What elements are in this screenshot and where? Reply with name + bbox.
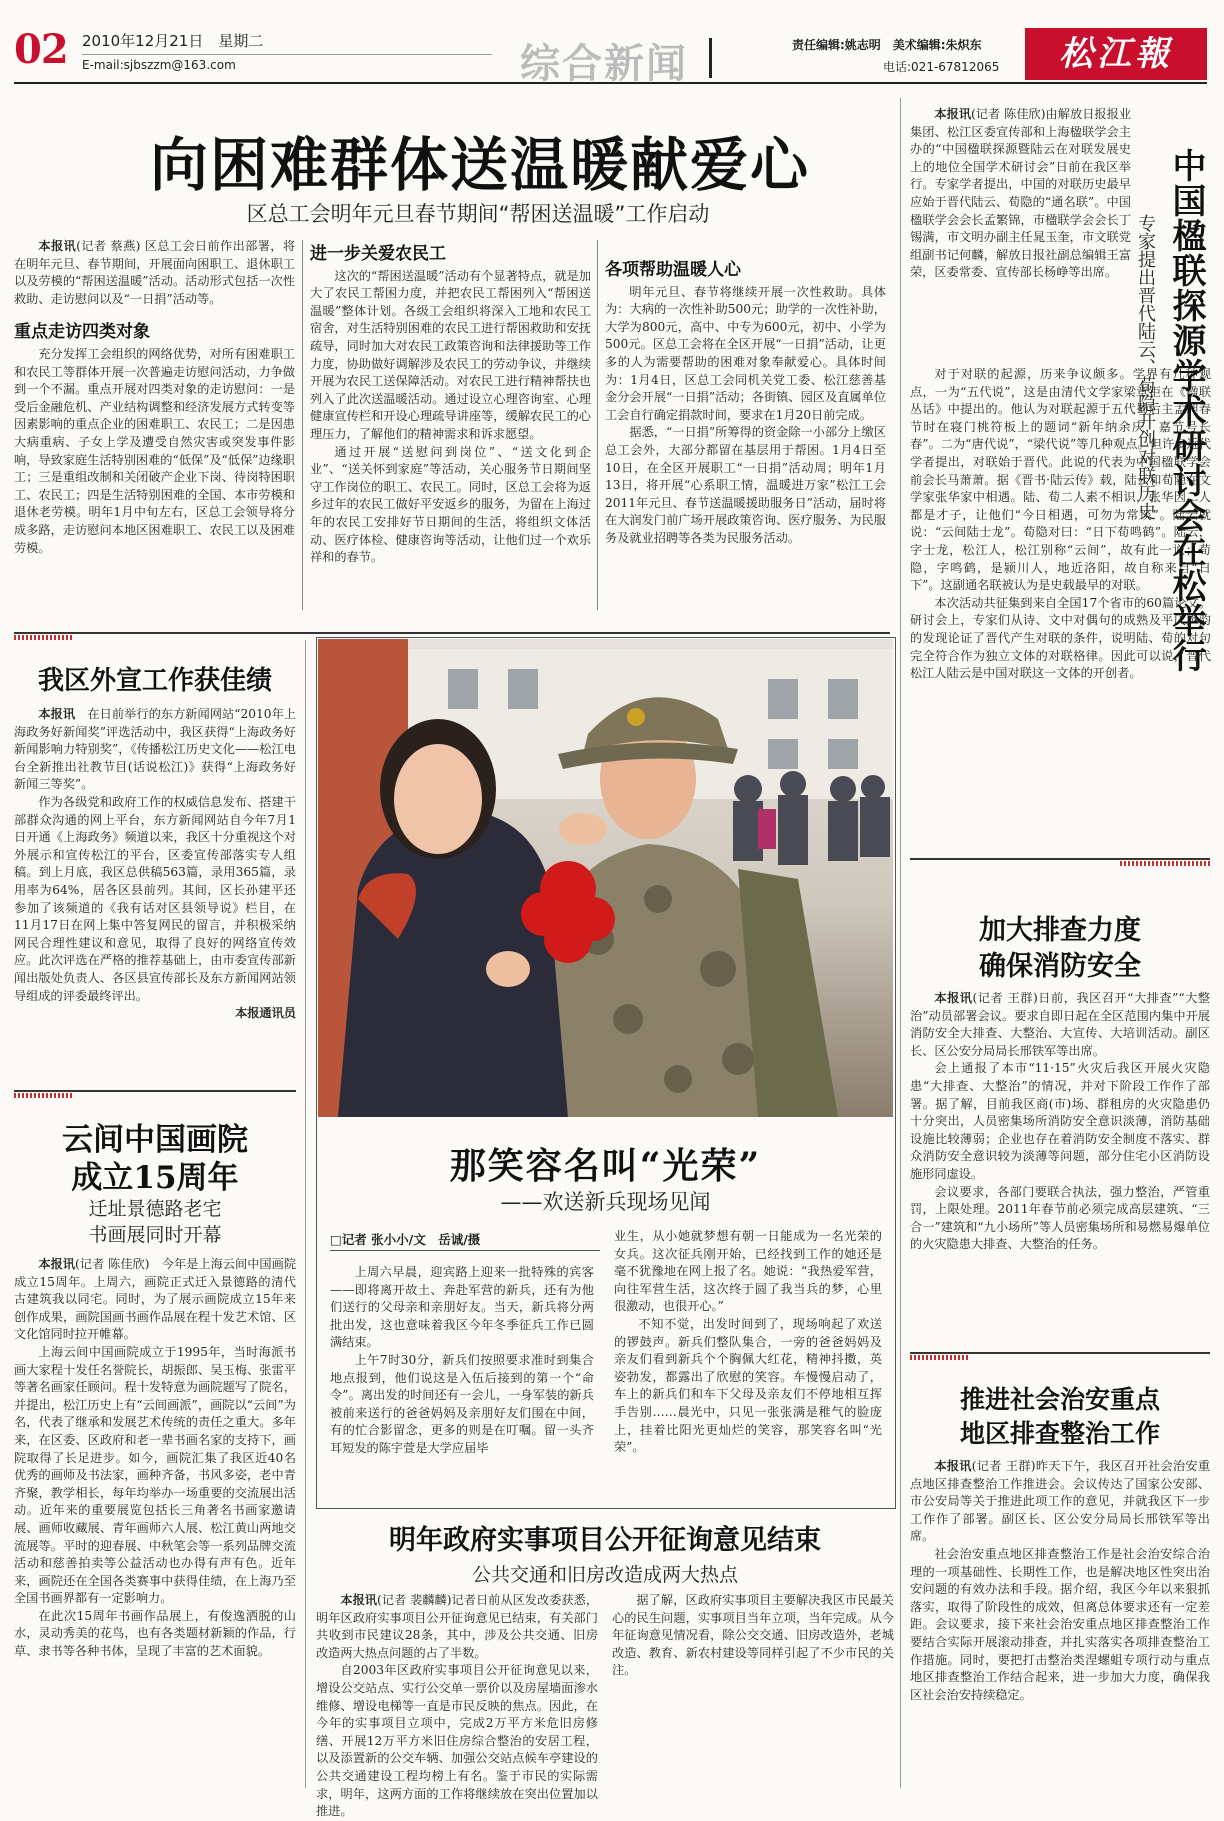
right-top-subtitle: 专家提出晋代陆云、荀隐开创对联历史 <box>1135 214 1156 520</box>
paragraph: 社会治安重点地区排查整治工作是社会治安综合治理的一项基础性、长期性工作，也是解决地区性突出治安问题的有效办法和手段。据介绍，我区今年以来狠抓落实，取得了阶段性的成效，但离总体要求还有一定差距。会议要求，接下来社会治安重点地区排查整治工作要结合实际开展滚动排查，并扎实落实各项排查整治工作措施。同时，要把打击整治类涅螺蛆专项行动与重点地区排查整治工作结合起来，进一步加大力度，确保我区社会治安持续稳定。 <box>910 1546 1210 1702</box>
left-bottom-story <box>14 1256 296 1661</box>
paragraph: 对于对联的起源，历来争议颇多。学界有几种观点，一为“五代说”，这是由清代文学家梁章钜在《楹联丛话》中提出的。他认为对联起源于五代蜀后主孟昶春节时在寝门桃符板上的题词“新年纳余庆，嘉节号长春”。二为“唐代说”，“梁代说”等几种观点。但许多近代学者提出，对联始于晋代。此说的代表为中国楹联学会前会长马萧萧。据《晋书·陆云传》载，陆云和荀隐在文学家张华家中相遇。陆、荀二人素不相识，张华因二人都是才子，让他们“今日相遇，可勿为常谈”。陆云就说：“云间陆士龙”。荀隐对曰：“日下荀鸣鹤”。陆云，字士龙，松江人，松江别称“云间”，故有此一说；荀隐，字鸣鹤，是颍川人，地近洛阳，故自称来自“日下”。这副通名联被认为是史载最早的对联。 <box>910 367 1211 593</box>
left-mid-story <box>14 706 296 1023</box>
dateline: 本报讯 <box>340 1593 378 1607</box>
decor-stripe <box>1120 861 1210 866</box>
masthead-rule-bottom <box>14 82 1207 84</box>
bottom-center-subtitle: 公共交通和旧房改造成两大热点 <box>471 1564 738 1586</box>
editors: 责任编辑:姚志明 美术编辑:朱炽东 <box>792 38 982 52</box>
masthead-rule-left <box>82 54 492 55</box>
reporter: (记者 陈佳欣) <box>971 107 1046 121</box>
section-rule <box>14 1090 296 1092</box>
masthead <box>0 0 1224 92</box>
paragraph: 会议要求，各部门要联合执法，强力整治，严管重罚，上限处理。2011年春节前必须完成高层建筑、“三合一”建筑和“九小场所”等人员密集场所和易燃易爆单位的火灾隐患大排查、大整治的任务。 <box>910 1184 1210 1252</box>
section-rule <box>910 1352 1210 1354</box>
issue-date: 2010年12月21日 星期二 <box>82 32 264 50</box>
masthead-divider <box>709 38 712 78</box>
right-bottom-headline-1: 推进社会治安重点 <box>959 1385 1160 1414</box>
subheading: 重点走访四类对象 <box>14 322 150 343</box>
section-rule <box>14 632 890 634</box>
decor-stripe <box>14 1093 74 1098</box>
paragraph: 据了解，区政府实事项目主要解决我区市民最关心的民生问题，实事项目当年立项，当年完成。从今年征询意见情况看，除公交交通、旧房改造外，老城改造、教育、新农村建设等同样引起了不少市民的关注。 <box>612 1593 894 1678</box>
paragraph: 日前，我区召开“大排查”“大整治”动员部署会议。要求自即日起在全区范围内集中开展消防安全大排查、大整治、大宣传、大培训活动。副区长、区公安分局局长邢铁军等出席。 <box>910 991 1210 1058</box>
dateline: 本报讯 <box>38 1257 76 1271</box>
email: E-mail:sjbszzm@163.com <box>82 58 236 72</box>
main-headline: 向困难群体送温暖献爱心 <box>149 131 810 199</box>
section-title: 综合新闻 <box>520 41 688 87</box>
right-mid-headline-2: 确保消防安全 <box>979 951 1141 982</box>
dateline: 本报讯 <box>38 707 76 721</box>
left-mid-headline: 我区外宣工作获佳绩 <box>37 666 272 696</box>
dateline: 本报讯 <box>934 107 972 121</box>
paragraph: 昨天下午，我区召开社会治安重点地区排查整治工作推进会。会议传达了国家公安部、市公安局等关于推进此项工作的意见，并就我区下一步工作作了部署。副区长、区公安分局局长邢铁军等出席。 <box>910 1459 1211 1544</box>
main-col1 <box>14 238 295 557</box>
right-bottom-headline-2: 地区排查整治工作 <box>959 1419 1160 1448</box>
paragraph: 记者日前从区发改委获悉，明年区政府实事项目公开征询意见已结束，有关部门共收到市民建议28条，其中，涉及公共交通、旧房改造两大热点问题的占了半数。 <box>316 1593 599 1660</box>
phone: 电话:021-67812065 <box>883 60 1000 74</box>
dateline: 本报讯 <box>934 1459 972 1473</box>
right-top-headline: 中国楹联探源学术研讨会在松举行 <box>1166 148 1206 673</box>
dateline: 本报讯 <box>934 991 973 1005</box>
decor-stripe <box>910 1355 970 1360</box>
photo-story-col1 <box>330 1264 594 1458</box>
col-divider <box>302 240 303 610</box>
section-rule <box>910 858 1210 860</box>
left-bottom-headline-1: 云间中国画院 <box>62 1122 248 1158</box>
paragraph: 今年是上海云间中国画院成立15周年。上周六，画院正式迁入景德路的清代古建筑我以同宅。同时，为了展示画院成立15年来创作成果，画院国画书画作品展在程十发艺术馆、区文化馆同时拉开帷幕。 <box>14 1257 297 1342</box>
photo-story-col2 <box>614 1228 882 1457</box>
paragraph: 在日前举行的东方新闻网站“2010年上海政务好新闻奖”评选活动中，我区获得“上海政务好新闻影响力特别奖”，《传播松江历史文化——松江电台全新推出社教节目(话说松江)》获得“上海政务好新闻三等奖”。 <box>14 707 297 792</box>
paragraph: 本次活动共征集到来自全国17个省市的60篇论文。研讨会上，专家们从诗、文中对偶句的成熟及平仄声韵的发现论证了晋代产生对联的条件，说明陆、荀的对句完全符合作为独立文体的对联格律。因此可以说，晋代松江人陆云是中国对联这一文体的开创者。 <box>910 595 1211 681</box>
main-col2 <box>310 246 591 567</box>
paragraph: 在此次15周年书画作品展上，有俊逸洒脱的山水，灵动秀美的花鸟，也有各类题材新颖的作品，行草、隶书等各种书体，呈现了丰富的艺术面貌。 <box>14 1608 296 1659</box>
paragraph: 明年元旦、春节将继续开展一次性救助。具体为：大病的一次性补助500元；助学的一次性补助，大学为800元，高中、中专为600元，初中、小学为500元。区总工会将在全区开展“一日捐”活动，让更多的人为需要帮助的困难对象奉献爱心。具体时间为：1月4日，区总工会同机关党工委、松江慈善基金分会开展“一日捐”活动；各街镇、园区及直属单位工会自行确定捐款时间，要求在1月20日前完成。 <box>605 284 886 422</box>
photo-story-byline: □记者 张小小/文 岳诚/摄 <box>330 1232 481 1247</box>
photo-story-headline: 那笑容名叫“光荣” <box>449 1145 762 1187</box>
paragraph: 业生，从小她就梦想有朝一日能成为一名光荣的女兵。这次征兵刚开始，已经找到工作的她还是毫不犹豫地在网上报了名。她说：“我热爱军营，向往军营生活，这次终于圆了我当兵的梦，心里很激动，也很开心。” <box>614 1229 882 1314</box>
paragraph: 这次的“帮困送温暖”活动有个显著特点，就是加大了农民工帮困力度，并把农民工帮困列入“帮困送温暖”整体计划。各级工会组织将深入工地和农民工宿舍，对生活特别困难的农民工进行帮困救助和安抚疏导，同时加大对农民工政策咨询和法律援助等工作力度，协助做好调解涉及农民工的劳动争议，并继续开展为农民工送保障活动。对农民工进行精神帮扶也列入了此次送温暖活动。通过设立心理咨询室、心理健康宣传栏和开设心理疏导讲座等，缓解农民工的心理压力，了解他们的精神需求和诉求愿望。 <box>310 268 591 441</box>
reporter: (记者 陈佳欣) <box>75 1257 150 1271</box>
paragraph: 上海云间中国画院成立于1995年，当时海派书画大家程十发任名誉院长，胡振郎、吴玉梅、张雷平等著名画家任顾问。程十发特意为画院题写了院名，并提出，松江历史上有“云间画派”，画院以“云间”为名，代表了继承和发展艺术传统的责任之重大。多年来，在区委、区政府和老一辈书画名家的支持下，画院取得了长足进步。如今，画院汇集了我区近40名优秀的画师及书法家，画种齐备，书风多姿，老中青齐聚，教学相长，每年均举办一场重要的交流展出活动。近年来的重要展览包括长三角著名书画家邀请展、画师收藏展、青年画师六人展、松江黄山两地交流展等。平时的迎春展、中秋笔会等一系列品牌交流活动和慈善拍卖等公益活动也办得有声有色。近年来，画院还在全国各类赛事中获得佳绩，在上海乃至全国书画界都有一定影响力。 <box>14 1344 296 1606</box>
byline-rule <box>330 1250 600 1251</box>
col-divider <box>597 240 598 610</box>
right-bottom-story <box>910 1458 1210 1704</box>
subheading: 进一步关爱农民工 <box>310 244 446 264</box>
decor-stripe <box>14 635 74 640</box>
right-mid-headline-1: 加大排查力度 <box>979 915 1141 946</box>
bottom-center-col2 <box>612 1592 894 1680</box>
photo-illustration <box>318 639 893 1117</box>
paragraph: 通过开展“送慰问到岗位”、“送文化到企业”、“送关怀到家庭”等活动，关心服务节日期间坚守工作岗位的职工、农民工。同时，区总工会将为返乡过年的农民工做好平安返乡的服务，为留在上海过年的农民工安排好节日期间的生活，将组织文体活动、医疗体检、健康咨询等活动，让他们过一个欢乐祥和的春节。 <box>310 444 591 565</box>
logo <box>1025 28 1207 80</box>
paragraph: 据悉，“一日捐”所筹得的资金除一小部分上缴区总工会外，大部分都留在基层用于帮困。1月4日至10日，在全区开展职工“一日捐”活动周；明年1月13日，将开展“心系职工情，温暖进万家”松江工会2011年元旦、春节送温暖援助服务日”活动，届时将在大润发门前广场开展政策咨询、医疗服务、为民服务及就业招聘等各类为民服务活动。 <box>605 425 886 545</box>
reporter: (记者 王群) <box>972 991 1038 1005</box>
subheading: 各项帮助温暖人心 <box>605 260 741 280</box>
paragraph: 会上通报了本市“11·15”火灾后我区开展火灾隐患“大排查、大整治”的情况，并对下阶段工作作了部署。据了解，目前我区商(市)场、群租房的火灾隐患仍十分突出，人员密集场所消防安全意识淡薄，消防基础设施比较薄弱；企业也存在着消防安全制度不落实、群众消防安全意识较为淡薄等问题，部分住宅小区消防设施形同虚设。 <box>910 1061 1210 1181</box>
reporter: (记者 蔡燕) <box>76 239 141 253</box>
page-number: 02 <box>14 26 68 73</box>
right-mid-story <box>910 990 1210 1254</box>
paragraph: 充分发挥工会组织的网络优势，对所有困难职工和农民工等群体开展一次普遍走访慰问活动，力争做到一个不漏。重点开展对四类对象的走访慰问：一是受后金融危机、产业结构调整和经济发展方式转变等因素影响的重点企业的困难职工、农民工；二是因患大病重病、子女上学及遭受自然灾害或突发事件影响，导致家庭生活特别困难的“低保”及“低保”边缘职工；三是重组改制和关闭破产企业下岗、待岗特困职工、农民工；四是生活特别困难的全国、本市劳模和退休老劳模。明年1月中旬左右，区总工会领导将分成多路，走访慰问本地区困难职工、农民工以及困难劳模。 <box>14 346 295 555</box>
bottom-center-col1 <box>316 1592 598 1821</box>
left-bottom-headline-2: 成立15周年 <box>71 1160 239 1196</box>
reporter: (记者 王群) <box>971 1459 1036 1473</box>
left-bottom-sub-2: 书画展同时开幕 <box>88 1224 222 1246</box>
col-divider <box>305 640 306 1788</box>
bottom-center-headline: 明年政府实事项目公开征询意见结束 <box>389 1525 821 1556</box>
logo-text: 松江報 <box>1059 34 1173 74</box>
dateline: 本报讯 <box>38 239 77 253</box>
paragraph: 上周六早晨，迎宾路上迎来一批特殊的宾客——即将离开故土、奔赴军营的新兵，还有为他们送行的父母亲和亲朋好友。当天，新兵将分两批出发，这也意味着我区今年冬季征兵工作已圆满结束。 <box>330 1265 594 1350</box>
main-subtitle: 区总工会明年元旦春节期间“帮困送温暖”工作启动 <box>246 202 710 226</box>
paragraph: 区总工会日前作出部署，将在明年元旦、春节期间，开展面向困职工、退休职工以及劳模的“帮困送温暖”活动。活动形式包括一次性救助、走访慰问以及“一日捐”活动等。 <box>14 239 296 306</box>
paragraph: 自2003年区政府实事项目公开征询意见以来，增设公交站点、实行公交单一票价以及房屋墙面渗水维修、增设电梯等一直是市民反映的焦点。因此，在今年的实事项目立项中，完成2万平方米危旧房修缮、开展12万平方米旧住房综合整治的安居工程，以及添置新的公交车辆、加强公交站点候车亭建设的公共交通建设工程均榜上有名。鉴于市民的实际需求，明年，这两方面的工作将继续放在突出位置加以推进。 <box>316 1663 598 1819</box>
right-col-divider <box>900 98 901 1788</box>
paragraph: 不知不觉，出发时间到了，现场响起了欢送的锣鼓声。新兵们整队集合，一旁的爸爸妈妈及亲友们看到新兵个个胸佩大红花，精神抖擞，英姿勃发，都露出了欣慰的笑容。车慢慢启动了，车上的新兵们和车下父母及亲友们不停地相互挥手告别……晨光中，只见一张张满是稚气的脸庞上，挂着比阳光更灿烂的笑容，那笑容名叫“光荣”。 <box>614 1316 882 1455</box>
left-bottom-sub-1: 迁址景德路老宅 <box>88 1198 222 1220</box>
main-col3 <box>605 262 886 548</box>
paragraph: 上午7时30分，新兵们按照要求准时到集合地点报到，他们说这是入伍后接到的第一个“命令”。离出发的时间还有一会儿，一身军装的新兵被前来送行的爸爸妈妈及亲朋好友们围在中间，有的忙合影留念，更多的则是在叮嘱。留一头齐耳短发的陈宇萱是大学应届毕 <box>330 1352 594 1455</box>
paragraph: 由解放日报报业集团、松江区委宣传部和上海楹联学会主办的“中国楹联探源暨陆云在对联发展史上的地位全国学术研讨会”日前在我区举行。专家学者提出，中国的对联历史最早应始于晋代陆云、荀隐的“通名联”。中国楹联学会会长孟繁锦，市楹联学会会长丁锡满，市文明办副主任晁玉奎，市文联党组副书记何麟，解放日报社副总编辑王富荣，区委常委、宣传部长杨峥等出席。 <box>910 107 1132 280</box>
right-top-story <box>910 106 1131 282</box>
sign: 本报通讯员 <box>235 1006 296 1021</box>
paragraph: 作为各级党和政府工作的权威信息发布、搭建干部群众沟通的网上平台，东方新闻网站自今年7月1日开通《上海政务》频道以来，我区十分重视这个对外展示和宣传松江的平台，区委宣传部落实专人组稿。到上月底，我区总供稿563篇，录用365篇，录用率为64%，居各区县前列。其间，区长孙建平还参加了该频道的《我有话对区县领导说》栏目，在11月17日在网上集中答复网民的留言，并积极采纳网民合理性建议和意见，取得了良好的网络宣传效应。此次评选在严格的推荐基础上，由市委宣传部新闻出版处负责人、各区县宣传部长及东方新闻网站领导组成的评委最终评出。 <box>14 794 296 1003</box>
photo-story-subtitle: ——欢送新兵现场见闻 <box>500 1190 711 1214</box>
news-photo <box>318 639 893 1117</box>
reporter: (记者 裴麟麟) <box>377 1593 452 1607</box>
